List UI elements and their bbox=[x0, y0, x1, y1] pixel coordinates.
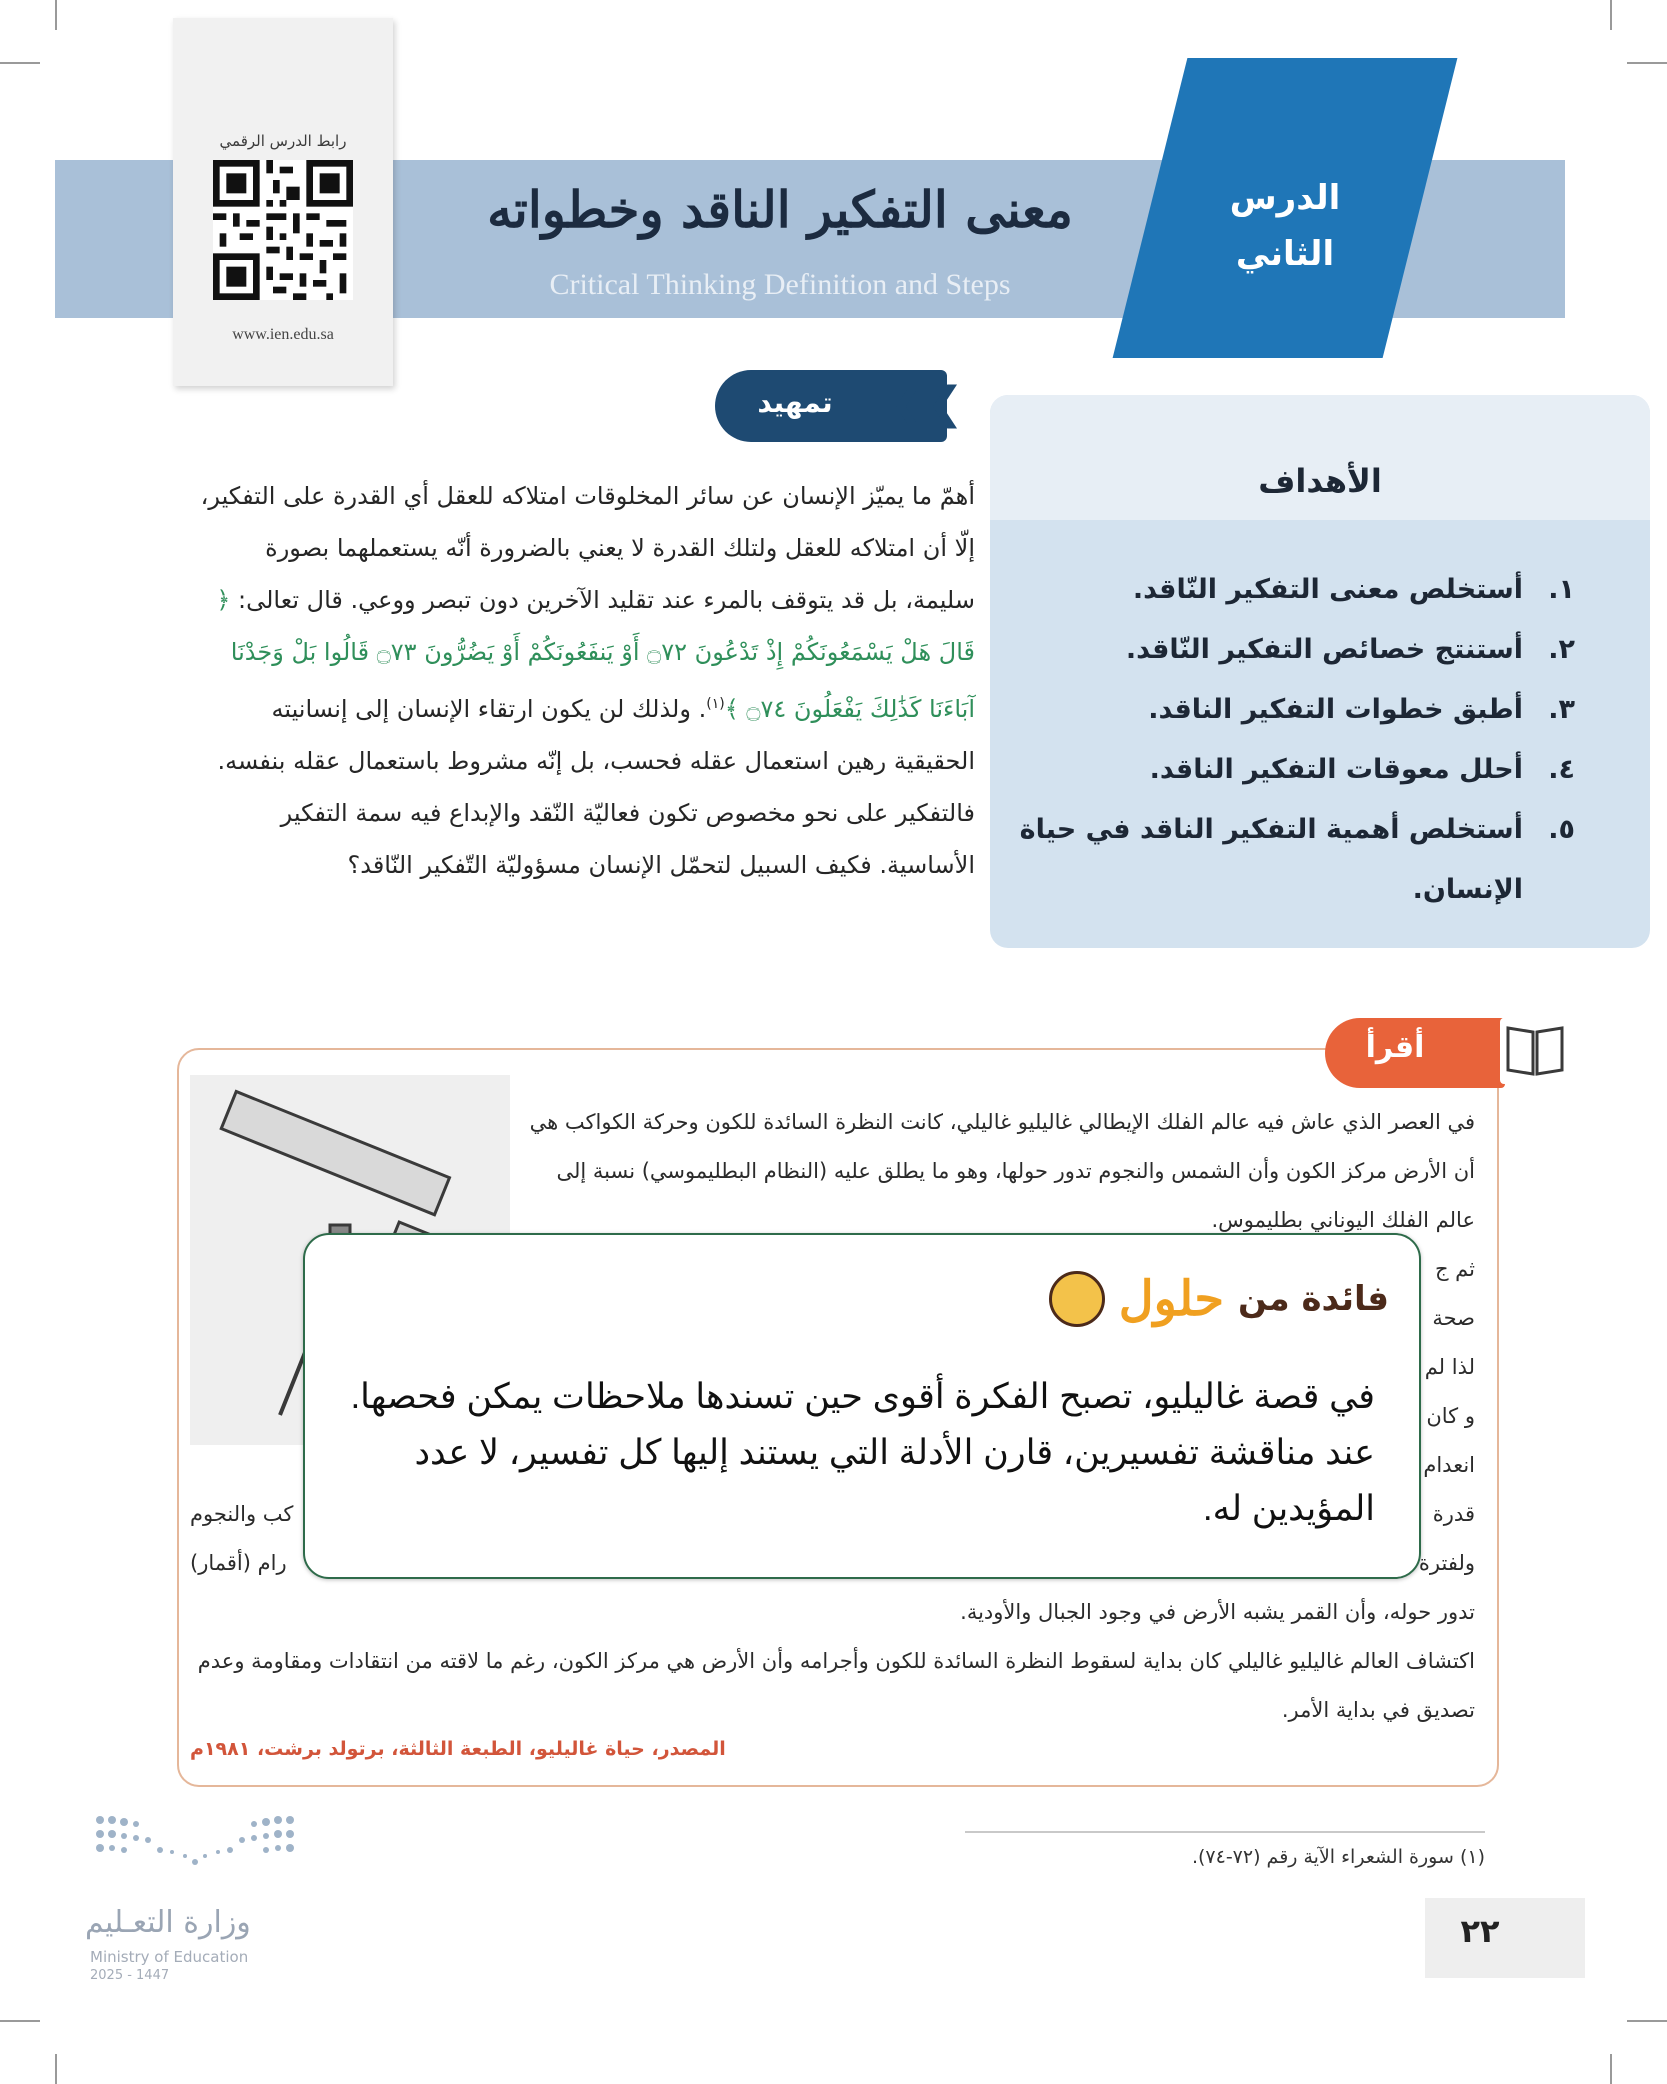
lesson-label bbox=[1210, 170, 1360, 282]
read-paragraph: صحة bbox=[1432, 1306, 1475, 1330]
footnote-divider bbox=[965, 1831, 1485, 1833]
crop-mark bbox=[55, 2054, 57, 2084]
tip-card bbox=[303, 1233, 1421, 1579]
objective-number: ٢. bbox=[1548, 634, 1575, 665]
footnote-ref[interactable]: (١) bbox=[706, 696, 725, 712]
objective-text: أستخلص أهمية التفكير الناقد في حياة الإنسان. bbox=[1019, 814, 1523, 905]
tip-title-prefix: فائدة من bbox=[1238, 1279, 1389, 1319]
read-fragment: ولفترة bbox=[1418, 1551, 1475, 1575]
ministry-name-arabic: وزارة التعـليم bbox=[85, 1905, 251, 1940]
ministry-logo-icon bbox=[90, 1810, 300, 1890]
read-fragment: كب والنجوم bbox=[190, 1502, 294, 1526]
objective-item bbox=[1015, 740, 1575, 800]
crop-mark bbox=[55, 0, 57, 30]
ministry-name-english: Ministry of Education bbox=[90, 1948, 249, 1966]
tip-title bbox=[1049, 1271, 1389, 1327]
tip-body: في قصة غاليليو، تصبح الفكرة أقوى حين تسندها ملاحظات يمكن فحصها. عند مناقشة تفسيرين، قارن الأدلة التي يستند إليها كل تفسير، لا عدد المؤيدين له. bbox=[350, 1377, 1375, 1528]
qr-label: رابط الدرس الرقمي bbox=[219, 132, 347, 150]
intro-text-after: . ولذلك لن يكون ارتقاء الإنسان إلى إنسانيته الحقيقية رهين استعمال عقله فحسب، بل إنّه مشروط باستعمال عقله بنفسه. فالتفكير على نحو مخصوص تكون فعاليّة النّقد والإبداع فيه سمة التفكير الأساسية. فكيف السبيل لتحمّل الإنسان مسؤوليّة التّفكير النّاقد؟ bbox=[217, 695, 975, 879]
objective-text: أحلل معوقات التفكير الناقد. bbox=[1149, 754, 1523, 785]
page-title: معنى التفكير الناقد وخطواته bbox=[487, 180, 1073, 239]
qr-url[interactable]: www.ien.edu.sa bbox=[232, 326, 334, 343]
objective-text: أستنتج خصائص التفكير النّاقد. bbox=[1125, 634, 1523, 665]
objective-item bbox=[1015, 620, 1575, 680]
double-chevron-icon: ❮❮ bbox=[890, 378, 964, 429]
page-number: ٢٢ bbox=[1460, 1912, 1500, 1950]
book-icon bbox=[1500, 1018, 1570, 1084]
page-title-english: Critical Thinking Definition and Steps bbox=[549, 268, 1011, 301]
read-paragraph: اكتشاف العالم غاليليو غاليلي كان بداية لسقوط النظرة السائدة للكون وأجرامه وأن الأرض هي مركز الكون، رغم ما لاقته من انتقادات ومقاومة وعدم تصديق في بداية الأمر. bbox=[197, 1649, 1475, 1722]
objective-text: أستخلص معنى التفكير النّاقد. bbox=[1132, 574, 1523, 605]
intro-text-before: أهمّ ما يميّز الإنسان عن سائر المخلوقات امتلاكه للعقل أي القدرة على التفكير، إلّا أن امتلاكه للعقل ولتلك القدرة لا يعني بالضرورة أنّه يستعملهما بصورة سليمة، بل قد يتوقف بالمرء عند تقليد الآخرين دون تبصر ووعي. قال تعالى: bbox=[200, 482, 975, 614]
read-paragraph: لذا لم bbox=[1424, 1355, 1475, 1379]
objective-item bbox=[1015, 680, 1575, 740]
objective-item bbox=[1015, 800, 1575, 920]
objectives-list bbox=[1015, 560, 1575, 920]
intro-paragraph bbox=[195, 470, 975, 891]
read-paragraph: في العصر الذي عاش فيه عالم الفلك الإيطالي غاليليو غاليلي، كانت النظرة السائدة للكون وحركة الكواكب هي أن الأرض مركز الكون وأن الشمس والنجوم تدور حولها، وهو ما يطلق عليه (النظام البطليموسي) نسبة إلى عالم الفلك اليوناني بطليموس. bbox=[529, 1110, 1475, 1232]
crop-mark bbox=[1610, 2054, 1612, 2084]
objective-number: ٤. bbox=[1548, 754, 1575, 785]
read-tag-label: أقرأ bbox=[1365, 1030, 1425, 1065]
qr-code-icon[interactable] bbox=[213, 160, 353, 300]
crop-mark bbox=[0, 62, 40, 64]
read-fragment: قدرة bbox=[1432, 1502, 1475, 1526]
crop-mark bbox=[0, 2020, 40, 2022]
objective-text: أطبق خطوات التفكير الناقد. bbox=[1148, 694, 1523, 725]
crop-mark bbox=[1627, 2020, 1667, 2022]
read-fragment: رام (أقمار) bbox=[190, 1551, 287, 1575]
source-citation: المصدر، حياة غاليليو، الطبعة الثالثة، برتولد برشت، ١٩٨١م bbox=[190, 1738, 726, 1760]
objective-number: ١. bbox=[1548, 574, 1575, 605]
brand-logo-icon bbox=[1049, 1271, 1105, 1327]
read-paragraph: تدور حوله، وأن القمر يشبه الأرض في وجود الجبال والأودية. bbox=[960, 1600, 1475, 1624]
objectives-title: الأهداف bbox=[1258, 462, 1382, 500]
read-paragraph: و كان bbox=[1426, 1404, 1475, 1428]
footnote: (١) سورة الشعراء الآية رقم (٧٢-٧٤). bbox=[1191, 1846, 1485, 1868]
read-paragraph: انعدام bbox=[1423, 1453, 1475, 1477]
objective-number: ٣. bbox=[1548, 694, 1575, 725]
qr-card[interactable] bbox=[173, 18, 393, 386]
objective-item bbox=[1015, 560, 1575, 620]
objectives-header bbox=[990, 395, 1650, 520]
objective-number: ٥. bbox=[1548, 814, 1575, 845]
lesson-label-line2: الثاني bbox=[1235, 234, 1335, 274]
crop-mark bbox=[1627, 62, 1667, 64]
crop-mark bbox=[1610, 0, 1612, 30]
read-paragraph: ثم ج bbox=[1434, 1257, 1475, 1281]
ministry-year: 2025 - 1447 bbox=[90, 1968, 170, 1983]
brand-logo-text: حلول bbox=[1118, 1271, 1224, 1327]
lesson-label-line1: الدرس bbox=[1229, 178, 1341, 218]
quran-verse: ﴿ قَالَ هَلْ يَسْمَعُونَكُمْ إِذْ تَدْعُونَ ۝٧٢ أَوْ يَنفَعُونَكُمْ أَوْ يَضُرُّونَ ۝٧٣ قَالُوا بَلْ وَجَدْنَا آبَاءَنَا كَذَٰلِكَ يَفْعَلُونَ ۝٧٤ ﴾ bbox=[216, 586, 975, 723]
intro-tag-label: تمهيد bbox=[757, 386, 833, 419]
